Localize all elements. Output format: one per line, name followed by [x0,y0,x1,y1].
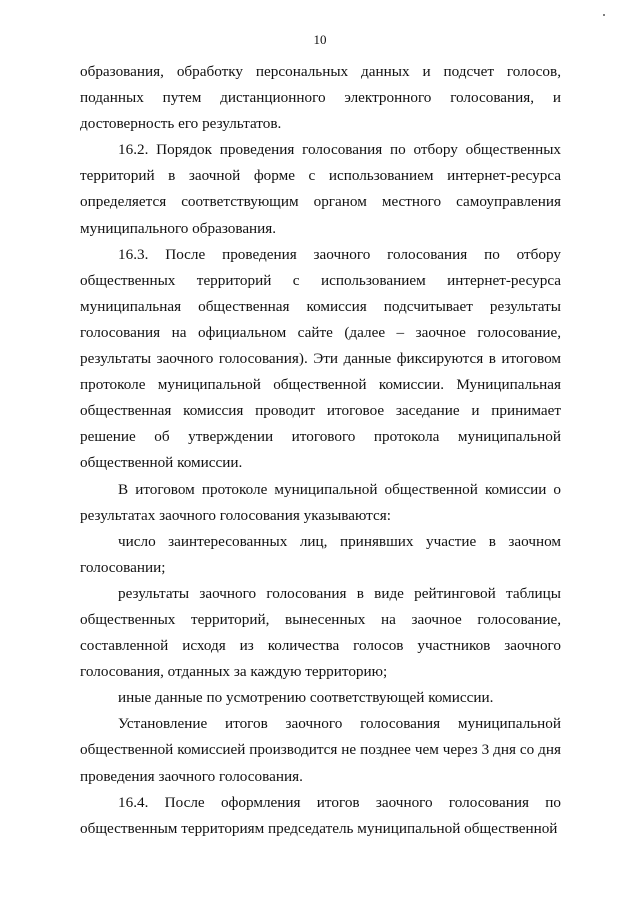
paragraph-list-item-participants: число заинтересованных лиц, принявших участие в заочном голосовании; [80,532,561,576]
page-number: 10 [313,32,327,47]
paragraph-protocol-intro: В итоговом протоколе муниципальной общественной комиссии о результатах заочного голосования указываются: [80,480,561,524]
scan-speck [603,14,605,16]
paragraph-16-3: 16.3. После проведения заочного голосования по отбору общественных территорий с использованием интернет-ресурса муниципальная общественная комиссия подсчитывает результаты голосования на официальном сайте (далее – заочное голосование, результаты заочного голосования). Эти данные фиксируются в итоговом протоколе муниципальной общественной комиссии. Муниципальная общественная комиссия проводит итоговое заседание и принимает решение об утверждении итогового протокола муниципальной общественной комиссии. [80,245,561,472]
paragraph-16-4: 16.4. После оформления итогов заочного голосования по общественным территориям председатель муниципальной общественной [80,793,561,837]
document-body [80,59,561,842]
paragraph-16-2: 16.2. Порядок проведения голосования по отбору общественных территорий в заочной форме с использованием интернет-ресурса определяется соответствующим органом местного самоуправления муниципального образования. [80,141,561,237]
paragraph-list-item-results: результаты заочного голосования в виде рейтинговой таблицы общественных территорий, вынесенных на заочное голосование, составленной исходя из количества голосов участников заочного голосования, отданных за каждую территорию; [80,584,561,681]
paragraph-results-deadline: Установление итогов заочного голосования муниципальной общественной комиссией производится не позднее чем через 3 дня со дня проведения заочного голосования. [80,715,561,785]
paragraph-list-item-other: иные данные по усмотрению соответствующей комиссии. [118,689,494,707]
paragraph-continuation: образования, обработку персональных данных и подсчет голосов, поданных путем дистанционного электронного голосования, и достоверность его результатов. [80,63,561,133]
